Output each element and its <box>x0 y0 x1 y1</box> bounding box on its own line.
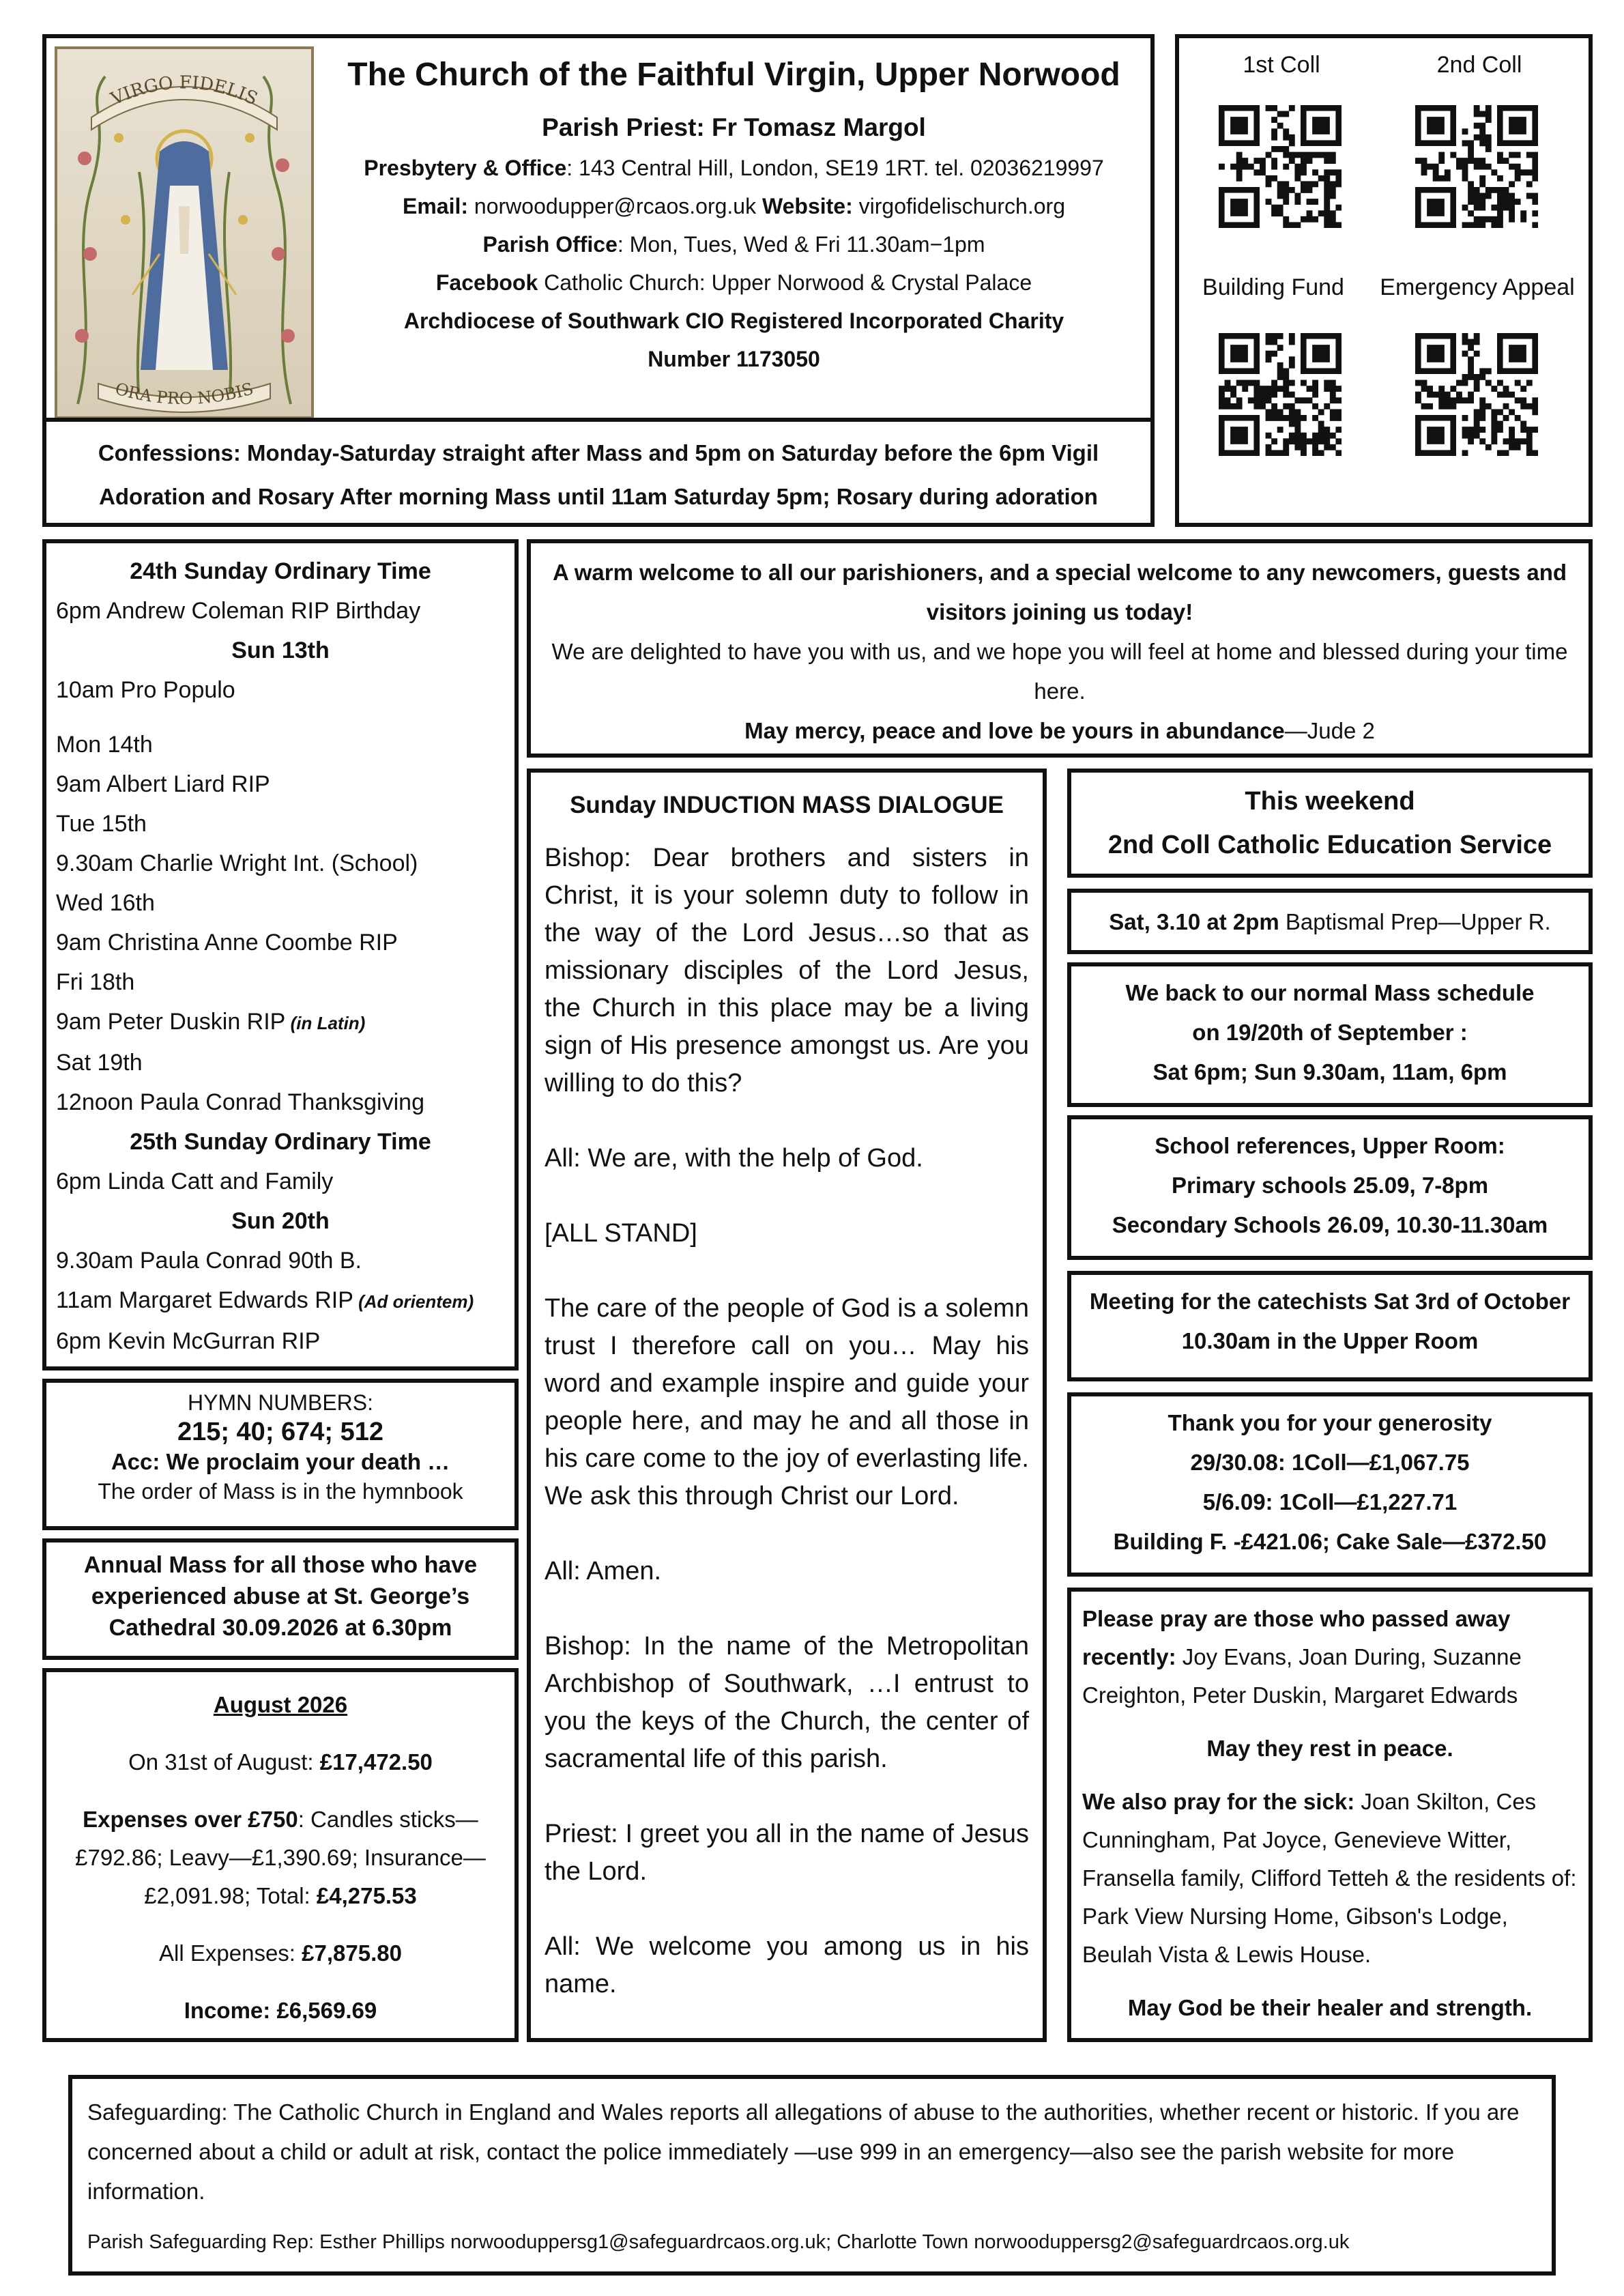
hymn-note: The order of Mass is in the hymnbook <box>98 1479 463 1504</box>
virgin-mary-image <box>55 46 314 419</box>
hymn-label: HYMN NUMBERS: <box>187 1390 373 1415</box>
mass-intention-row: Sun 20th <box>231 1208 330 1234</box>
dialogue-paragraph: All: We welcome you among us in his name. <box>545 1932 1029 1998</box>
healer-line: May God be their healer and strength. <box>1127 1995 1533 2020</box>
generosity-line-4: Building F. -£421.06; Cake Sale—£372.50 <box>1113 1529 1547 1554</box>
generosity-line-1: Thank you for your generosity <box>1168 1410 1492 1435</box>
safeguarding-rep: Parish Safeguarding Rep: Esther Phillips norwooduppersg1@safeguardrcaos.org.uk; Charlotte Town norwooduppersg2@safeguardrcaos.org.uk <box>87 2231 1350 2253</box>
mass-intention-row: 9.30am Paula Conrad 90th B. <box>56 1248 362 1274</box>
mass-intention-row: 6pm Andrew Coleman RIP Birthday <box>56 598 421 624</box>
seal-top-text: VIRGO FIDELIS <box>108 72 261 110</box>
august-finances-box <box>42 1668 519 2042</box>
hymn-numbers: 215; 40; 674; 512 <box>177 1418 384 1446</box>
safeguarding-box <box>68 2075 1556 2276</box>
mass-intention-row: 24th Sunday Ordinary Time <box>130 558 431 584</box>
rest-in-peace: May they rest in peace. <box>1206 1736 1453 1761</box>
baptismal-prep-box <box>1067 889 1593 954</box>
catechists-text: Meeting for the catechists Sat 3rd of October 10.30am in the Upper Room <box>1089 1289 1571 1353</box>
school-refs-line-2: Primary schools 25.09, 7-8pm <box>1171 1173 1489 1198</box>
dialogue-paragraph: [ALL STAND] <box>545 1219 697 1248</box>
mass-intention-row: 9am Christina Anne Coombe RIP <box>56 930 398 956</box>
school-refs-line-1: School references, Upper Room: <box>1155 1133 1505 1158</box>
mass-intention-row: Fri 18th <box>56 969 135 995</box>
annual-mass-box <box>42 1538 519 1660</box>
qr-code-1st-coll-icon[interactable] <box>1219 105 1342 228</box>
confessions-line-2: Adoration and Rosary After morning Mass until 11am Saturday 5pm; Rosary during adoration <box>99 484 1098 509</box>
confessions-line-1: Confessions: Monday-Saturday straight after Mass and 5pm on Saturday before the 6pm Vigil <box>98 440 1099 465</box>
church-title: The Church of the Faithful Virgin, Upper Norwood <box>347 57 1120 93</box>
confessions-box <box>42 418 1155 527</box>
weekend-line-2: 2nd Coll Catholic Education Service <box>1107 831 1552 859</box>
header-box <box>42 34 1155 426</box>
mass-intention-row: Sun 13th <box>231 637 330 663</box>
august-collection: On 31st of August: £17,472.50 <box>128 1749 433 1775</box>
welcome-line-2: We are delighted to have you with us, and we hope you will feel at home and blessed during your time here. <box>551 639 1568 704</box>
qr-label-emergency-appeal: Emergency Appeal <box>1380 274 1575 300</box>
qr-code-2nd-coll-icon[interactable] <box>1415 105 1538 228</box>
mass-intention-row: 9am Albert Liard RIP <box>56 771 270 797</box>
dialogue-paragraph: Bishop: In the name of the Metropolitan Archbishop of Southwark, …I entrust to you the keys of the Church, the center of sacramental life of this parish. <box>545 1632 1029 1773</box>
dialogue-paragraph: Bishop: Dear brothers and sisters in Christ, it is your solemn duty to follow in the way of the Lord Jesus…so that as missionary disciples of the Lord Jesus, the Church in this place may be a living sign of His presence amongst us. Are you willing to do this? <box>545 844 1029 1097</box>
sick-text: We also pray for the sick: Joan Skilton, Ces Cunningham, Pat Joyce, Genevieve Witter, Fransella family, Clifford Tetteh & the residents of: Park View Nursing Home, Gibson's Lodge, Beulah Vista & Lewis House. <box>1082 1789 1577 1967</box>
qr-codes-box <box>1175 34 1593 527</box>
august-heading: August 2026 <box>213 1692 348 1717</box>
facebook-line: Facebook Catholic Church: Upper Norwood & Crystal Palace <box>435 270 1032 295</box>
office-hours-line: Parish Office: Mon, Tues, Wed & Fri 11.30am−1pm <box>482 232 985 257</box>
mass-intention-row: 6pm Linda Catt and Family <box>56 1168 334 1194</box>
mass-intention-row: Mon 14th <box>56 732 153 758</box>
generosity-box <box>1067 1392 1593 1577</box>
generosity-line-3: 5/6.09: 1Coll—£1,227.71 <box>1202 1489 1458 1515</box>
presbytery-line: Presbytery & Office: 143 Central Hill, London, SE19 1RT. tel. 02036219997 <box>364 156 1104 180</box>
mass-intention-row: 11am Margaret Edwards RIP (Ad orientem) <box>56 1287 474 1313</box>
mass-intention-row: 9am Peter Duskin RIP (in Latin) <box>56 1009 366 1035</box>
schedule-line-2: on 19/20th of September : <box>1192 1020 1468 1045</box>
mass-intention-row: 6pm Kevin McGurran RIP <box>56 1328 321 1354</box>
august-all-expenses: All Expenses: £7,875.80 <box>159 1940 402 1966</box>
school-references-box <box>1067 1115 1593 1260</box>
charity-line-2: Number 1173050 <box>648 347 820 371</box>
mass-intention-note: (Ad orientem) <box>353 1291 474 1312</box>
dialogue-paragraph: The care of the people of God is a solemn trust I therefore call on you… May his word and example inspire and guide your people here, and may he and all those in his care come to the joy of everlasting life. We ask this through Christ our Lord. <box>545 1294 1029 1510</box>
welcome-line-1: A warm welcome to all our parishioners, and a special welcome to any newcomers, guests and visitors joining us today! <box>552 560 1567 625</box>
parish-priest: Parish Priest: Fr Tomasz Margol <box>542 113 926 141</box>
contact-line: Email: norwoodupper@rcaos.org.uk Website: virgofidelischurch.org <box>403 194 1065 218</box>
hymn-numbers-box <box>42 1379 519 1530</box>
mass-intention-row: 12noon Paula Conrad Thanksgiving <box>56 1089 424 1115</box>
mass-intentions-list <box>56 551 505 1361</box>
annual-mass-text: Annual Mass for all those who have experienced abuse at St. George’s Cathedral 30.09.2026 at 6.30pm <box>83 1552 478 1641</box>
mass-schedule-box <box>1067 962 1593 1107</box>
charity-line-1: Archdiocese of Southwark CIO Registered Incorporated Charity <box>403 308 1064 333</box>
mass-intention-row: Tue 15th <box>56 811 147 837</box>
qr-label-2nd-coll: 2nd Coll <box>1436 52 1522 78</box>
seal-bottom-text: ORA PRO NOBIS <box>113 379 256 409</box>
safeguarding-text: Safeguarding: The Catholic Church in England and Wales reports all allegations of abuse to the authorities, whether recent or historic. If you are concerned about a child or adult at risk, contact the police immediately —use 999 in an emergency—also see the parish website for more information. <box>87 2099 1520 2204</box>
schedule-line-1: We back to our normal Mass schedule <box>1125 980 1535 1005</box>
dialogue-paragraph: All: We are, with the help of God. <box>545 1144 923 1173</box>
website-link[interactable]: virgofidelischurch.org <box>852 194 1065 218</box>
parish-info <box>319 52 1148 378</box>
catechists-meeting-box <box>1067 1271 1593 1381</box>
email-link[interactable]: norwoodupper@rcaos.org.uk <box>468 194 762 218</box>
dialogue-body <box>545 840 1029 2003</box>
welcome-box <box>527 539 1593 758</box>
mass-intention-row: 9.30am Charlie Wright Int. (School) <box>56 850 418 876</box>
virgin-mary-illustration <box>57 49 311 416</box>
qr-label-1st-coll: 1st Coll <box>1243 52 1320 78</box>
induction-mass-dialogue-box <box>527 769 1047 2042</box>
mass-intention-row: 10am Pro Populo <box>56 677 235 703</box>
generosity-line-2: 29/30.08: 1Coll—£1,067.75 <box>1190 1450 1470 1475</box>
prayers-box <box>1067 1588 1593 2042</box>
august-expenses: Expenses over £750: Candles sticks—£792.86; Leavy—£1,390.69; Insurance—£2,091.98; Total: £4,275.53 <box>75 1807 486 1908</box>
qr-code-emergency-appeal-icon[interactable] <box>1415 333 1538 456</box>
schedule-line-3: Sat 6pm; Sun 9.30am, 11am, 6pm <box>1152 1059 1507 1085</box>
qr-code-building-fund-icon[interactable] <box>1219 333 1342 456</box>
passed-away-text: Please pray are those who passed away recently: Joy Evans, Joan During, Suzanne Creighton, Peter Duskin, Margaret Edwards <box>1082 1606 1522 1708</box>
welcome-quote: May mercy, peace and love be yours in abundance—Jude 2 <box>744 718 1375 743</box>
august-income: Income: £6,569.69 <box>184 1998 377 2023</box>
hymn-acclamation: Acc: We proclaim your death … <box>111 1449 450 1474</box>
school-refs-line-3: Secondary Schools 26.09, 10.30-11.30am <box>1112 1212 1548 1237</box>
dialogue-paragraph: All: Amen. <box>545 1557 662 1585</box>
dialogue-heading: Sunday INDUCTION MASS DIALOGUE <box>570 792 1004 818</box>
mass-intentions-box <box>42 539 519 1371</box>
mass-intention-row: Sat 19th <box>56 1050 143 1076</box>
baptismal-prep-text: Sat, 3.10 at 2pm Baptismal Prep—Upper R. <box>1109 909 1551 934</box>
mass-intention-row: 25th Sunday Ordinary Time <box>130 1129 431 1155</box>
mass-intention-note: (in Latin) <box>285 1013 366 1033</box>
this-weekend-box <box>1067 769 1593 878</box>
weekend-line-1: This weekend <box>1245 787 1415 816</box>
mass-intention-row: Wed 16th <box>56 890 155 916</box>
dialogue-paragraph: Priest: I greet you all in the name of Jesus the Lord. <box>545 1820 1029 1886</box>
qr-label-building-fund: Building Fund <box>1202 274 1344 300</box>
